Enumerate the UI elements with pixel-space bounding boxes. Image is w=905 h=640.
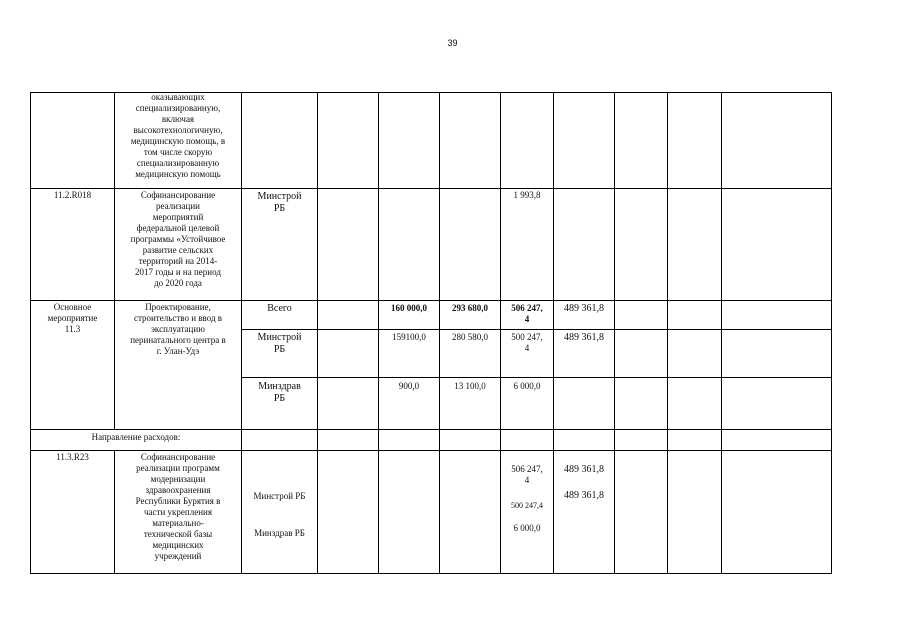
cell-2018: 6 000,0 <box>513 381 541 391</box>
cell-2019: 489 361,8 <box>564 490 604 501</box>
table-rule <box>30 188 832 189</box>
cell-2019: 489 361,8 <box>564 332 604 343</box>
cell-2018: 1 993,8 <box>513 190 541 200</box>
table-rule <box>614 92 615 574</box>
table-rule <box>30 300 832 301</box>
cell-2018: 506 247, 4 <box>511 464 543 485</box>
cell-executor: Минздрав РБ <box>258 381 301 404</box>
cell-2016: 160 000,0 <box>391 303 427 313</box>
cell-code: 11.3.R23 <box>56 452 89 462</box>
cell-name: оказывающих специализированную, включая высокотехнологичную, медицинскую помощь, в том числе скорую специализированную медицинскую помощь <box>130 92 226 179</box>
table-rule <box>30 429 832 430</box>
cell-code: Основное мероприятие 11.3 <box>47 302 98 334</box>
direction-label: Направление расходов: <box>91 432 181 442</box>
cell-executor: Минстрой РБ <box>257 332 302 355</box>
cell-2019: 489 361,8 <box>564 464 604 475</box>
cell-2017: 293 680,0 <box>452 303 488 313</box>
table-rule <box>317 92 318 574</box>
cell-name: Софинансирование реализации программ модернизации здравоохранения Республики Бурятия в части укрепления материально- технической базы медицинских учреждений <box>135 452 221 561</box>
budget-table <box>30 92 832 574</box>
cell-name: Проектирование, строительство и ввод в эксплуатацию перинатального центра в г. Улан-Удэ <box>130 302 226 356</box>
cell-2018: 500 247,4 <box>511 501 543 510</box>
table-rule <box>721 92 722 574</box>
table-rule <box>831 92 832 574</box>
cell-2016: 159100,0 <box>392 332 426 342</box>
table-rule <box>241 377 832 378</box>
page-number: 39 <box>447 38 458 48</box>
table-rule <box>241 329 832 330</box>
cell-2017: 13 100,0 <box>454 381 486 391</box>
cell-2017: 280 580,0 <box>452 332 488 342</box>
cell-executor: Минздрав РБ <box>254 528 305 538</box>
cell-executor: Всего <box>267 303 292 314</box>
cell-2018: 6 000,0 <box>513 523 541 533</box>
cell-executor: Минстрой РБ <box>253 491 306 501</box>
table-rule <box>30 573 832 574</box>
table-rule <box>667 92 668 574</box>
cell-name: Софинансирование реализации мероприятий федеральной целевой программы «Устойчивое развитие сельских территорий на 2014- 2017 годы и на период до 2020 года <box>130 190 226 288</box>
cell-2018: 506 247, 4 <box>511 303 543 324</box>
table-rule <box>30 450 832 451</box>
cell-code: 11.2.R018 <box>53 190 92 200</box>
cell-2016: 900,0 <box>398 381 420 391</box>
cell-2018: 500 247, 4 <box>511 332 543 353</box>
cell-2019: 489 361,8 <box>564 303 604 314</box>
cell-executor: Минстрой РБ <box>257 191 302 214</box>
